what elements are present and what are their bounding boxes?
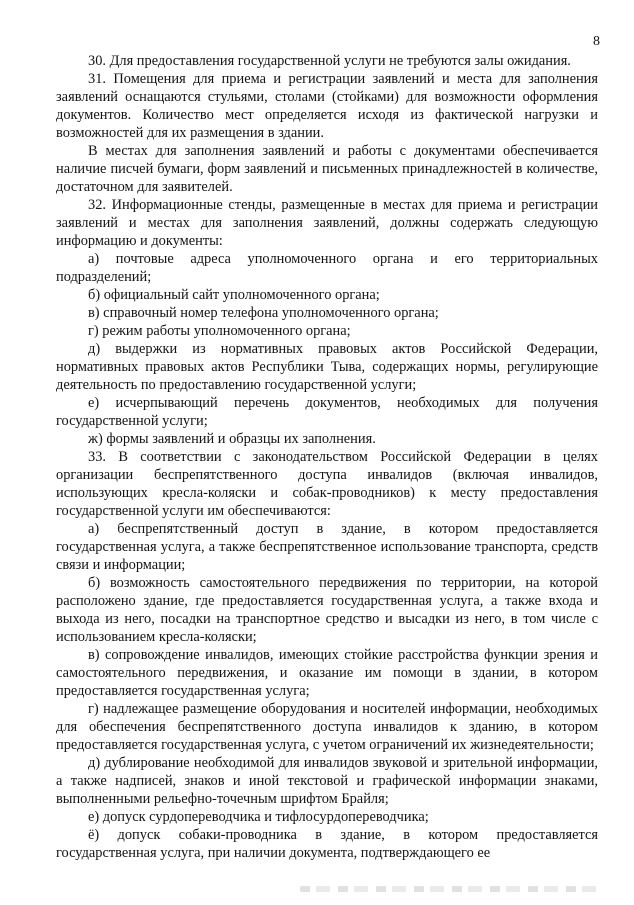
paragraph-30: 30. Для предоставления государственной услуги не требуются залы ожидания.: [88, 53, 571, 69]
paragraph-31: 31. Помещения для приема и регистрации заявлений и места для заполнения заявлений оснащаются стульями, столами (стойками) для возможности оформления документов. Количество мест определяется исходя из фактической нагрузки и возможностей для их размещения в здании.: [56, 71, 598, 141]
list-item-33-e: е) допуск сурдопереводчика и тифлосурдопереводчика;: [88, 809, 429, 825]
paragraph-32: 32. Информационные стенды, размещенные в местах для приема и регистрации заявлений и местах для заполнения заявлений, должны содержать следующую информацию и документы:: [56, 197, 598, 249]
list-item-33-a: а) беспрепятственный доступ в здание, в котором предоставляется государственная услуга, а также беспрепятственное использование транспорта, средств связи и информации;: [56, 521, 598, 573]
list-item-33-d: д) дублирование необходимой для инвалидов звуковой и зрительной информации, а также надписей, знаков и иной текстовой и графической информации знаками, выполненными рельефно-точечным шрифтом Брайля;: [56, 755, 598, 807]
list-item-33-yo: ё) допуск собаки-проводника в здание, в котором предоставляется государственная услуга, при наличии документа, подтверждающего ее: [56, 827, 598, 861]
document-body: [56, 52, 598, 862]
page-number: 8: [593, 34, 600, 49]
scan-artifact: [300, 886, 600, 892]
paragraph-31-continued: В местах для заполнения заявлений и работы с документами обеспечивается наличие писчей бумаги, форм заявлений и письменных принадлежностей в количестве, достаточном для заявителей.: [56, 143, 598, 195]
paragraph-33: 33. В соответствии с законодательством Российской Федерации в целях организации беспрепятственного доступа инвалидов (включая инвалидов, использующих кресла-коляски и собак-проводников) к месту предоставления государственной услуги им обеспечиваются:: [56, 449, 598, 519]
list-item-33-v: в) сопровождение инвалидов, имеющих стойкие расстройства функции зрения и самостоятельного передвижения, и оказание им помощи в здании, в котором предоставляется государственная услуга;: [56, 647, 598, 699]
list-item-32-d: д) выдержки из нормативных правовых актов Российской Федерации, нормативных правовых актов Республики Тыва, содержащих нормы, регулирующие деятельность по предоставлению государственной услуги;: [56, 341, 598, 393]
list-item-32-zh: ж) формы заявлений и образцы их заполнения.: [88, 431, 376, 447]
list-item-33-b: б) возможность самостоятельного передвижения по территории, на которой расположено здание, где предоставляется государственная услуга, а также входа и выхода из него, посадки на транспортное средство и высадки из него, в том числе с использованием кресла-коляски;: [56, 575, 598, 645]
list-item-32-v: в) справочный номер телефона уполномоченного органа;: [88, 305, 439, 321]
list-item-32-g: г) режим работы уполномоченного органа;: [88, 323, 351, 339]
list-item-32-a: а) почтовые адреса уполномоченного органа и его территориальных подразделений;: [56, 251, 598, 285]
list-item-32-b: б) официальный сайт уполномоченного органа;: [88, 287, 380, 303]
list-item-32-e: е) исчерпывающий перечень документов, необходимых для получения государственной услуги;: [56, 395, 598, 429]
list-item-33-g: г) надлежащее размещение оборудования и носителей информации, необходимых для обеспечения беспрепятственного доступа инвалидов к зданию, в котором предоставляется государственная услуга, с учетом ограничений их жизнедеятельности;: [56, 701, 598, 753]
